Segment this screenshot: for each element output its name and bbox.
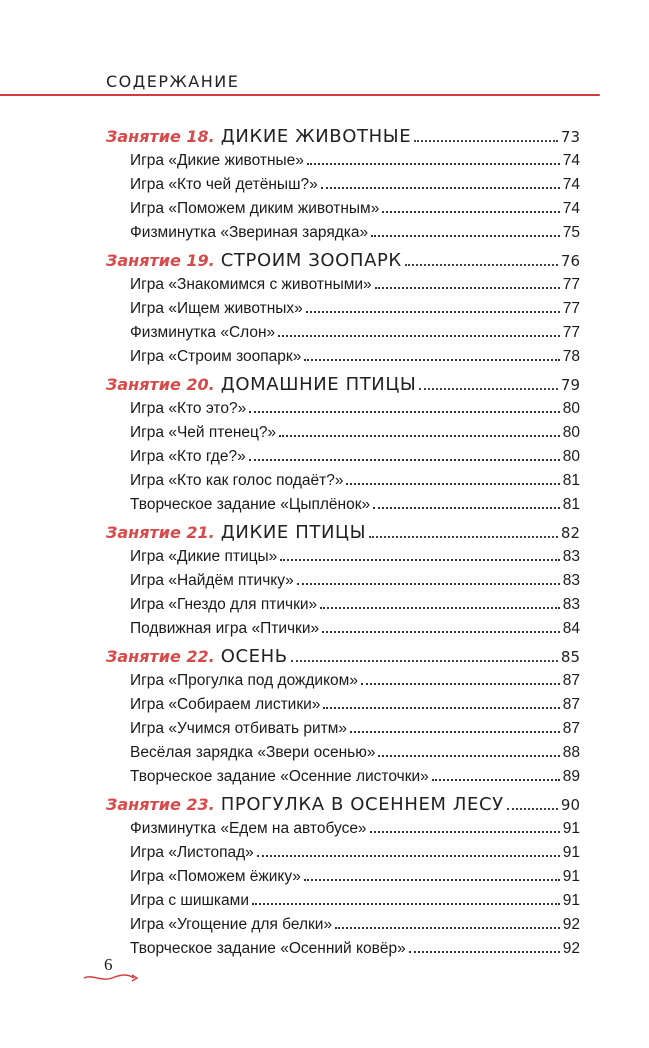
toc-item-text: Игра «Дикие животные»: [130, 152, 304, 169]
toc-item-page: 83: [562, 548, 580, 565]
lesson-label: Занятие 19.: [106, 251, 215, 270]
leader-dots: [304, 879, 560, 881]
toc-item-text: Игра «Кто это?»: [130, 400, 247, 417]
toc-item-text: Творческое задание «Цыплёнок»: [130, 496, 371, 513]
lesson-label: Занятие 21.: [106, 523, 215, 542]
lesson-title: СТРОИМ ЗООПАРК: [220, 250, 402, 271]
toc-item-text: Игра «Кто чей детёныш?»: [130, 176, 318, 193]
leader-dots: [257, 855, 560, 857]
toc-item-page: 77: [562, 324, 580, 341]
leader-dots: [321, 187, 560, 189]
toc-item: [106, 152, 580, 176]
lesson-title: ДИКИЕ ПТИЦЫ: [220, 522, 367, 543]
lesson-page: 73: [560, 128, 580, 146]
leader-dots: [304, 359, 559, 361]
leader-dots: [320, 607, 560, 609]
toc-item-page: 74: [562, 176, 580, 193]
toc-item: [106, 844, 580, 868]
toc-item-page: 91: [562, 892, 580, 909]
toc-item: [106, 472, 580, 496]
lesson-page: 79: [560, 376, 580, 394]
leader-dots: [249, 411, 560, 413]
leader-dots: [370, 831, 560, 833]
leader-dots: [249, 459, 560, 461]
leader-dots: [279, 435, 560, 437]
leader-dots: [371, 235, 560, 237]
toc-item-page: 87: [562, 696, 580, 713]
toc-lesson-heading: [106, 250, 580, 276]
leader-dots: [375, 287, 560, 289]
toc-item-text: Игра «Найдём птичку»: [130, 572, 294, 589]
toc-item: [106, 868, 580, 892]
toc-item-text: Игра «Поможем диким животным»: [130, 200, 380, 217]
toc-item-text: Игра «Дикие птицы»: [130, 548, 278, 565]
toc-item-text: Творческое задание «Осенний ковёр»: [130, 940, 406, 957]
toc-item: [106, 176, 580, 200]
leader-dots: [335, 927, 560, 929]
toc-item-page: 84: [562, 620, 580, 637]
toc-item-page: 87: [562, 720, 580, 737]
toc-item-text: Подвижная игра «Птички»: [130, 620, 320, 637]
toc-item-page: 77: [562, 276, 580, 293]
toc-section: [106, 794, 580, 964]
toc-section: [106, 522, 580, 644]
toc-item: [106, 200, 580, 224]
toc-item-page: 74: [562, 200, 580, 217]
lesson-title: ДИКИЕ ЖИВОТНЫЕ: [220, 126, 412, 147]
toc-item-text: Игра «Знакомимся с животными»: [130, 276, 372, 293]
toc-item: [106, 448, 580, 472]
toc-lesson-heading: [106, 522, 580, 548]
leader-dots: [278, 335, 560, 337]
toc-item-text: Игра «Листопад»: [130, 844, 254, 861]
toc-item: [106, 620, 580, 644]
toc-section: [106, 646, 580, 792]
lesson-label: Занятие 18.: [106, 127, 215, 146]
leader-dots: [280, 559, 559, 561]
header-rule: [0, 94, 600, 96]
toc-item-text: Игра с шишками: [130, 892, 249, 909]
toc-section: [106, 250, 580, 372]
toc-item-page: 83: [562, 596, 580, 613]
toc-item: [106, 696, 580, 720]
leader-dots: [507, 808, 558, 810]
lesson-title: ДОМАШНИЕ ПТИЦЫ: [220, 374, 417, 395]
toc-item-text: Игра «Собираем листики»: [130, 696, 321, 713]
toc-item-page: 74: [562, 152, 580, 169]
toc-item-text: Игра «Учимся отбивать ритм»: [130, 720, 348, 737]
toc-item-text: Игра «Строим зоопарк»: [130, 348, 302, 365]
toc-item-page: 89: [562, 768, 580, 785]
leader-dots: [252, 903, 560, 905]
toc-item: [106, 400, 580, 424]
leader-dots: [291, 660, 558, 662]
lesson-label: Занятие 20.: [106, 375, 215, 394]
leader-dots: [322, 631, 560, 633]
toc-item: [106, 940, 580, 964]
toc-lesson-heading: [106, 646, 580, 672]
leader-dots: [432, 779, 560, 781]
toc-item-text: Игра «Поможем ёжику»: [130, 868, 301, 885]
toc-item: [106, 596, 580, 620]
lesson-label: Занятие 23.: [106, 795, 215, 814]
toc-item-page: 83: [562, 572, 580, 589]
toc-lesson-heading: [106, 794, 580, 820]
toc-item: [106, 300, 580, 324]
toc-item-text: Физминутка «Звериная зарядка»: [130, 224, 369, 241]
toc-item-text: Весёлая зарядка «Звери осенью»: [130, 744, 376, 761]
toc-item: [106, 720, 580, 744]
toc-item: [106, 820, 580, 844]
toc-item-text: Физминутка «Слон»: [130, 324, 276, 341]
lesson-page: 90: [560, 796, 580, 814]
toc-item: [106, 672, 580, 696]
toc-section: [106, 374, 580, 520]
toc-item-text: Игра «Кто где?»: [130, 448, 246, 465]
leader-dots: [350, 731, 560, 733]
toc-item-page: 92: [562, 916, 580, 933]
leader-dots: [414, 140, 558, 142]
running-header: СОДЕРЖАНИЕ: [106, 72, 240, 91]
leader-dots: [323, 707, 559, 709]
toc-item-page: 75: [562, 224, 580, 241]
toc-lesson-heading: [106, 126, 580, 152]
leader-dots: [409, 951, 560, 953]
toc-item: [106, 324, 580, 348]
toc-item: [106, 348, 580, 372]
toc-item: [106, 224, 580, 248]
table-of-contents: [106, 126, 580, 964]
toc-item-text: Физминутка «Едем на автобусе»: [130, 820, 367, 837]
toc-item-page: 87: [562, 672, 580, 689]
toc-item: [106, 496, 580, 520]
leader-dots: [297, 583, 560, 585]
lesson-title: ОСЕНЬ: [220, 646, 288, 667]
toc-item-text: Игра «Чей птенец?»: [130, 424, 277, 441]
toc-item-text: Игра «Ищем животных»: [130, 300, 303, 317]
toc-lesson-heading: [106, 374, 580, 400]
toc-item-text: Игра «Угощение для белки»: [130, 916, 333, 933]
lesson-page: 76: [560, 252, 580, 270]
toc-item: [106, 768, 580, 792]
leader-dots: [405, 264, 558, 266]
leader-dots: [361, 683, 560, 685]
leader-dots: [346, 483, 559, 485]
toc-item-text: Творческое задание «Осенние листочки»: [130, 768, 429, 785]
toc-item-page: 88: [562, 744, 580, 761]
leader-dots: [306, 311, 560, 313]
toc-item: [106, 916, 580, 940]
lesson-label: Занятие 22.: [106, 647, 215, 666]
toc-item-page: 92: [562, 940, 580, 957]
leader-dots: [373, 507, 560, 509]
toc-item-page: 80: [562, 400, 580, 417]
toc-item-text: Игра «Кто как голос подаёт?»: [130, 472, 344, 489]
leader-dots: [419, 388, 557, 390]
toc-item-page: 78: [562, 348, 580, 365]
leader-dots: [307, 163, 560, 165]
leader-dots: [369, 536, 558, 538]
toc-item: [106, 572, 580, 596]
leader-dots: [382, 211, 559, 213]
toc-item-page: 81: [562, 496, 580, 513]
toc-item-page: 80: [562, 448, 580, 465]
toc-item-page: 91: [562, 868, 580, 885]
toc-item-page: 91: [562, 820, 580, 837]
page-number-swash: [82, 970, 142, 986]
toc-section: [106, 126, 580, 248]
leader-dots: [378, 755, 559, 757]
toc-item: [106, 276, 580, 300]
toc-item: [106, 424, 580, 448]
toc-item-text: Игра «Гнездо для птички»: [130, 596, 318, 613]
toc-item-text: Игра «Прогулка под дождиком»: [130, 672, 358, 689]
toc-item: [106, 548, 580, 572]
page-number: 6: [104, 955, 113, 974]
lesson-title: ПРОГУЛКА В ОСЕННЕМ ЛЕСУ: [220, 794, 504, 815]
lesson-page: 85: [560, 648, 580, 666]
toc-item: [106, 744, 580, 768]
lesson-page: 82: [560, 524, 580, 542]
toc-item-page: 91: [562, 844, 580, 861]
toc-item-page: 80: [562, 424, 580, 441]
toc-item: [106, 892, 580, 916]
toc-item-page: 77: [562, 300, 580, 317]
toc-item-page: 81: [562, 472, 580, 489]
